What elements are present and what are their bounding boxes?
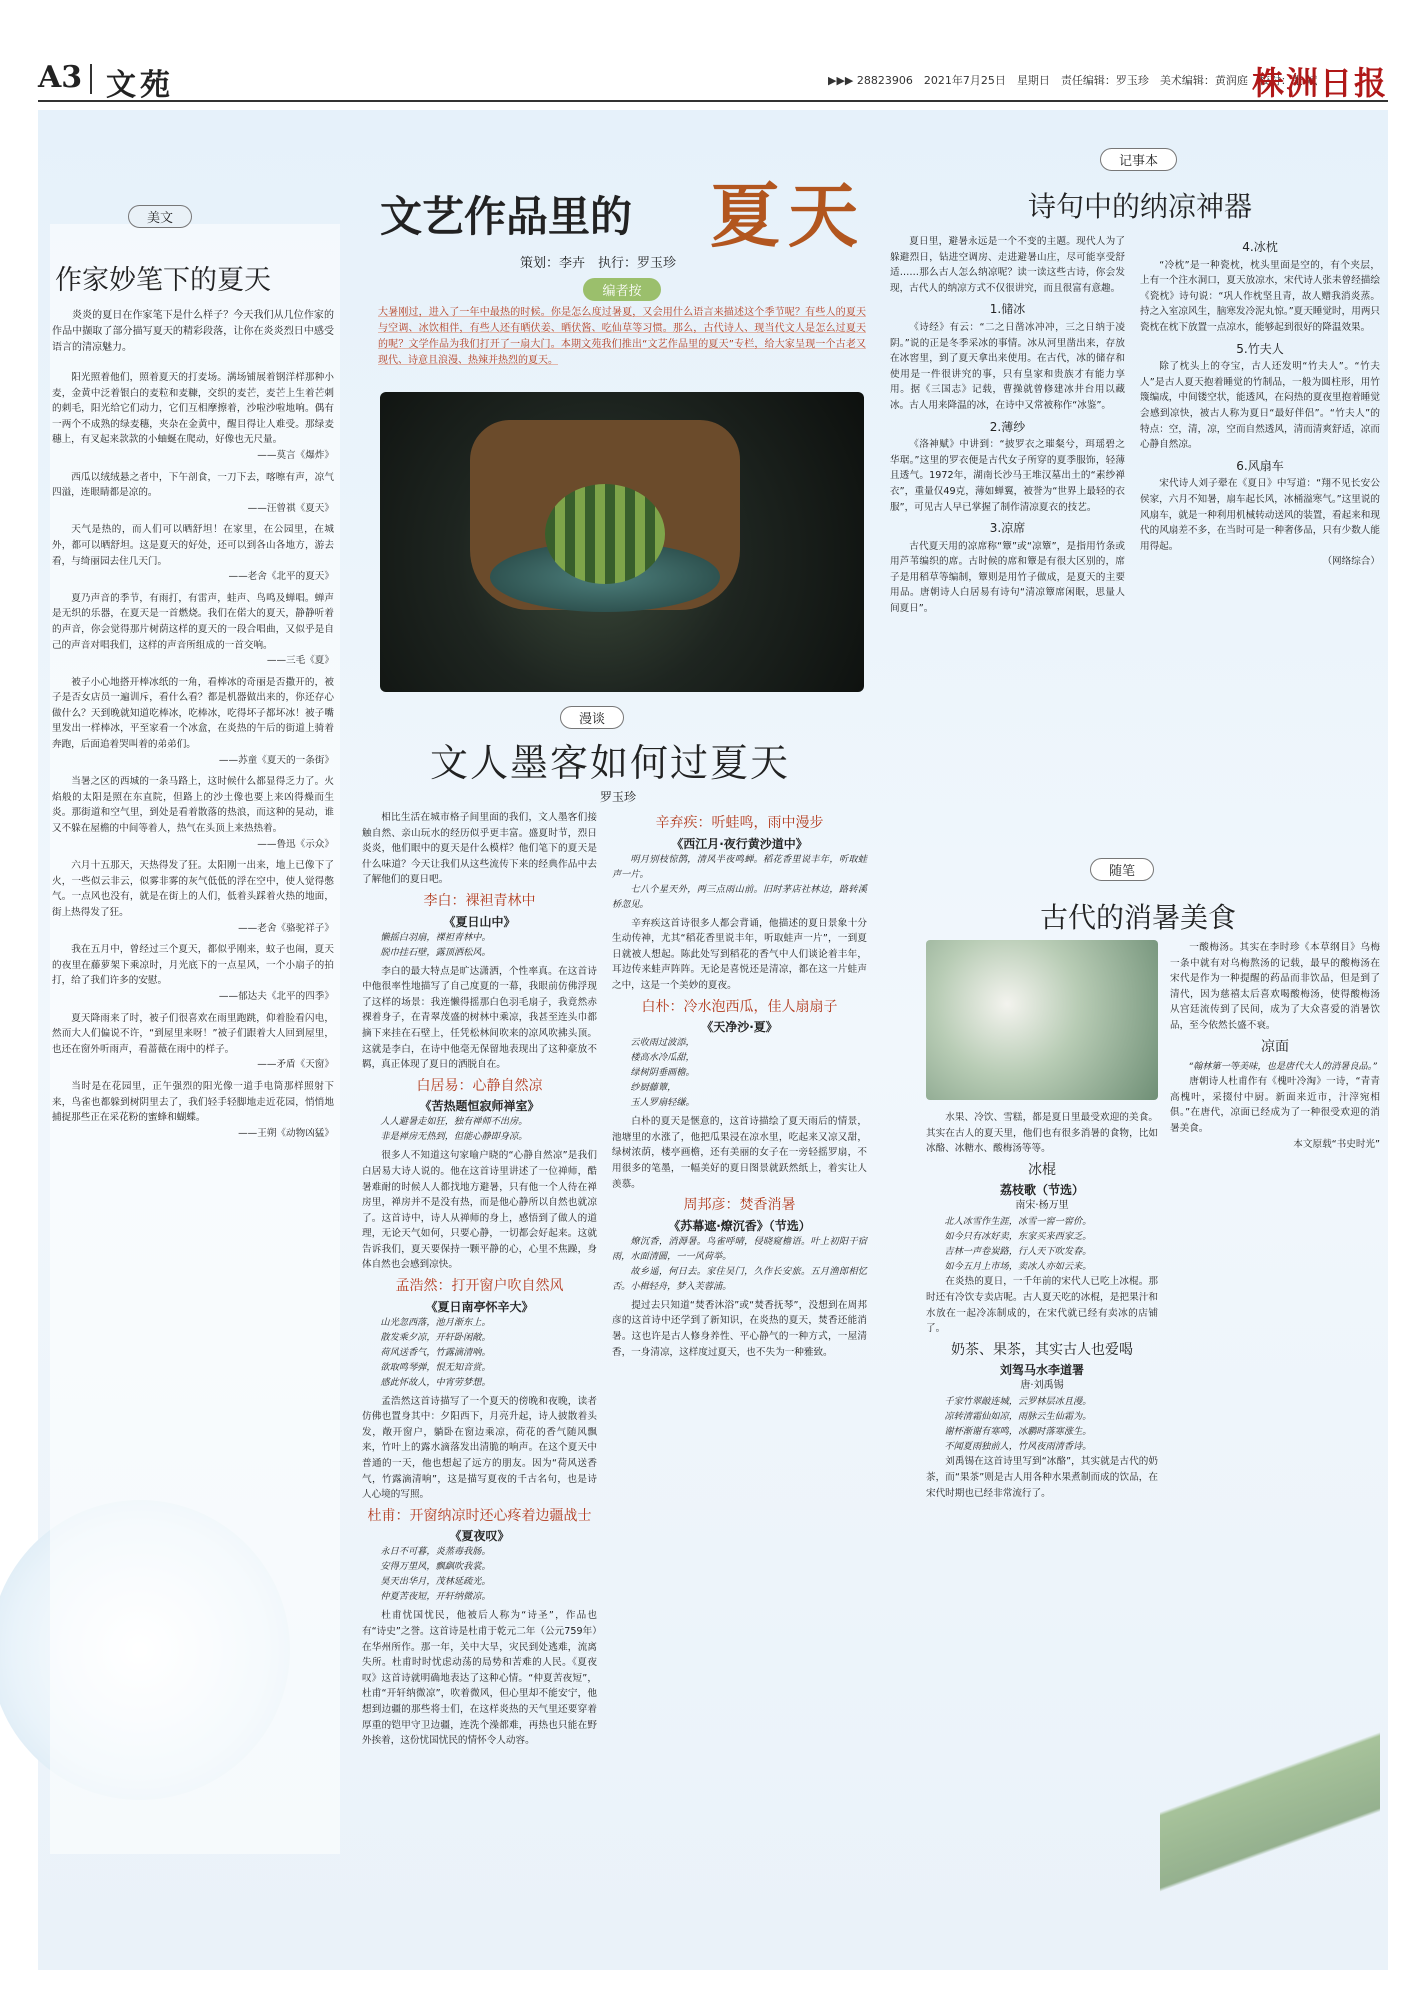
poem-line: 非是禅房无热到，但能心静即身凉。 bbox=[380, 1131, 528, 1143]
poem-line: 山光忽西落，池月渐东上。 bbox=[380, 1316, 491, 1328]
poem-line: 千家竹翠敲连城，云罗林层冰且漫。 bbox=[944, 1396, 1092, 1408]
poem-block bbox=[612, 836, 867, 852]
poem-block bbox=[612, 1218, 867, 1234]
poem-line: 如今只有冰好卖，东家买来西家乏。 bbox=[944, 1231, 1092, 1243]
excerpt-text: 西瓜以绒绒悬之者中，下午剖食，一刀下去，喀嚓有声，凉气四溢，连眼睛都是凉的。 bbox=[52, 471, 334, 499]
section-heading: 白居易：心静自然凉 bbox=[416, 1077, 543, 1094]
item-body: 除了枕头上的夺宝，古人还发明“竹夫人”。“竹夫人”是古人夏天抱着睡觉的竹制品，一般为圆柱形，用竹篾编成，中间镂空状，能透风，在闷热的夏夜里抱着睡觉会感到凉快，被古人称为夏日“最好伴侣”。“竹夫人”的特点：空，清，凉，空而自然透风，清而清爽舒适，凉而心静自然凉。 bbox=[1140, 361, 1380, 451]
editor-note-tag: 编者按 bbox=[583, 278, 660, 301]
poem-author: 南宋·杨万里 bbox=[1015, 1200, 1069, 1212]
poem-title: 刘驾马水李道署 bbox=[999, 1363, 1084, 1378]
editor-note: 大暑刚过，进入了一年中最热的时候。你是怎么度过暑夏，又会用什么语言来描述这个季节呢？有些人的夏天与空调、冰饮相伴，有些人还有晒伏姜、晒伏酱、吃仙草等习惯。那么，古代诗人、现当代文人是怎么过夏天的呢？文学作品为我们打开了一扇大门。本期文苑我们推出“文艺作品里的夏天”专栏，给大家呈现一个古老又现代、诗意且浪漫、热辣并热烈的夏天。 bbox=[378, 307, 866, 366]
poem-line: 安得万里风，飘飖吹我裳。 bbox=[380, 1561, 491, 1573]
left-excerpts bbox=[52, 370, 334, 1141]
poem-line: 绿树阴垂画檐。 bbox=[630, 1067, 695, 1079]
poem-line: 北人冰雪作生涯，冰雪一窖一窖价。 bbox=[944, 1216, 1092, 1228]
excerpt-source: ——鲁迅《示众》 bbox=[257, 838, 334, 850]
poem-line: 感此怀故人，中宵劳梦想。 bbox=[380, 1376, 491, 1388]
section-name: 文苑 bbox=[106, 68, 174, 103]
middle-col-a bbox=[362, 810, 597, 1749]
section-heading: 周邦彦：焚香消暑 bbox=[683, 1197, 796, 1214]
poem-block bbox=[362, 1528, 597, 1544]
essay-col-b bbox=[1170, 940, 1380, 1158]
excerpt-text: 天气是热的，而人们可以晒舒坦！在家里，在公园里，在城外，都可以晒舒坦。这是夏天的好处，还可以到各山各地方，游去看，与绮丽园去住几天门。 bbox=[52, 524, 334, 567]
poem-line: 吉林一声卷炭路，行人天下吹发春。 bbox=[944, 1246, 1092, 1258]
poem-line: 欲取鸣琴弹，恨无知音赏。 bbox=[380, 1361, 491, 1373]
credits: 策划：李卉 执行：罗玉珍 bbox=[520, 256, 677, 271]
masthead bbox=[38, 58, 1388, 102]
essay-top: 一酸梅汤。其实在李时珍《本草纲目》乌梅一条中就有对乌梅熬汤的记载，最早的酸梅汤在宋代是作为一种提醒的药品而非饮品，但是到了清代，因为慈禧太后喜欢喝酸梅汤，使得酸梅汤从宫廷流传到了民间，成为了大众喜爱的消暑饮品，至今依然长盛不衰。 bbox=[1170, 942, 1380, 1031]
essay-section-heading: 冰棍 bbox=[1028, 1161, 1056, 1178]
section-body: 辛弃疾这首诗很多人都会背诵，他描述的夏日景象十分生动传神，尤其“稻花香里说丰年，听取蛙声一片”，一到夏日就被人想起。陈此处写到稻花的香气中人们谈论着丰年，耳边传来蛙声阵阵。无论是喜悦还是清凉，都在这一片蛙声之中，这是一个美妙的夏夜。 bbox=[612, 917, 867, 991]
item-heading: 1.储冰 bbox=[989, 302, 1026, 317]
watermelon-shape bbox=[545, 484, 665, 584]
poem-line: 楼高水冷瓜甜， bbox=[630, 1052, 695, 1064]
left-intro: 炎炎的夏日在作家笔下是什么样子？今天我们从几位作家的作品中撷取了部分描写夏天的精彩段落，让你在炎炎烈日中感受语言的清凉魅力。 bbox=[52, 310, 334, 353]
middle-intro: 相比生活在城市格子间里面的我们，文人墨客们接触自然、亲山玩水的经历似乎更丰富。盛夏时节，烈日炎炎，他们眼中的夏天是什么模样？他们笔下的夏天是什么味道？今天让我们从这些流传下来的经典作品中去了解他们的夏日吧。 bbox=[362, 812, 597, 886]
excerpt-source: ——三毛《夏》 bbox=[266, 655, 334, 667]
section-body: 很多人不知道这句家喻户晓的“心静自然凉”是我们白居易大诗人说的。他在这首诗里讲述了一位禅师，酷暑难耐的时候人人都找地方避暑，只有他一个人待在禅房里，禅房并不是没有热，而是他心静所以自然也就凉了。这首诗中，诗人从禅师的身上，感悟到了做人的道理，无论天气如何，只要心静，一切都会好起来。这就告诉我们，夏天要保持一颗平静的心，心里不焦躁，身体自然也会感到凉快。 bbox=[362, 1150, 597, 1271]
poem-line: 如今五月上市场，卖冰人亦如云来。 bbox=[944, 1261, 1092, 1273]
poem-title: 《苦热题恒寂师禅室》 bbox=[419, 1099, 540, 1114]
item-body: 古代夏天用的凉席称“簟”或“凉簟”，是指用竹条或用芦苇编织的席。古时候的席和簟是有很大区别的，席子是用稻草等编制，簟则是用竹子做成，是夏天的主要用品。唐朝诗人白居易有诗句“清凉簟席闲眠，思量人间夏日”。 bbox=[890, 540, 1125, 615]
main-title bbox=[380, 168, 940, 257]
right-source: （网络综合） bbox=[1322, 556, 1380, 568]
poem-line: 七八个星天外，两三点雨山前。旧时茅店社林边，路转溪桥忽见。 bbox=[612, 883, 867, 910]
poem-title: 《天净沙·夏》 bbox=[701, 1020, 778, 1035]
poem-title: 《夏日南亭怀辛大》 bbox=[425, 1299, 534, 1314]
page-info: ▶▶▶ 28823906 2021年7月25日 星期日 责任编辑：罗玉珍 美术编辑：黄润庭 校对：张 斌 bbox=[828, 74, 1318, 87]
item-heading: 6.风扇车 bbox=[1236, 458, 1284, 473]
poem-block bbox=[362, 1098, 597, 1114]
essay-source: 本文原载“书史时光” bbox=[1293, 1138, 1380, 1150]
item-heading: 2.薄纱 bbox=[989, 419, 1026, 434]
section-heading: 白朴：冷水泡西瓜，佳人扇扇子 bbox=[641, 998, 838, 1015]
palm-tree-illustration bbox=[1160, 1660, 1380, 1960]
poem-block bbox=[612, 1019, 867, 1035]
item-body: 宋代诗人刘子翚在《夏日》中写道：“翔不见长安公侯家，六月不知暑，扇车起长风，冰桶溢寒气。”这里说的风扇车，就是一种利用机械转动送风的装置，看起来和现代的风扇差不多，在当时可是一种奢侈品，只有少数人能用得起。 bbox=[1140, 478, 1381, 552]
excerpt-text: 夏天降雨来了时，被子们很喜欢在雨里跑跳，仰着脸看闪电，然而大人们偏说不许，“到屋里来呀！”被子们跟着大人回到屋里，也还在窗外听雨声，看蔷薇在雨中的样子。 bbox=[52, 1012, 334, 1055]
poem-line: 燎沉香，消溽暑。鸟雀呼晴，侵晓窥檐语。叶上初阳干宿雨，水面清圆，一一风荷举。 bbox=[612, 1235, 867, 1262]
essay-lead: 水果、冷饮、雪糕，都是夏日里最受欢迎的美食。其实在古人的夏天里，他们也有很多消暑的食物，比如冰酪、冰糖水、酸梅汤等等。 bbox=[926, 1112, 1158, 1155]
item-body: “冷枕”是一种瓷枕，枕头里面是空的，有个夹层，上有一个注水洞口，夏天放凉水，宋代诗人张耒曾经描绘《瓷枕》诗句说：“巩人作枕坚且青，故人赠我消炎蒸。持之入室凉风生，脑寒发冷泥丸惊。”夏天睡觉时，用两只瓷枕在枕下放置一点凉水，能够起到很好的降温效果。 bbox=[1140, 259, 1381, 333]
section-body: 杜甫忧国忧民，他被后人称为“诗圣”，作品也有“诗史”之誉。这首诗是杜甫于乾元二年（公元759年）在华州所作。那一年，关中大旱，灾民到处逃难，流离失所。杜甫时时忧虑动荡的局势和苦难的人民。《夏夜叹》这首诗就明确地表达了这种心情。“仲夏苦夜短”，杜甫“开轩纳微凉”，吹着微风，但心里却不能安宁，他想到边疆的那些将士们，在这样炎热的天气里还要穿着厚重的铠甲守卫边疆，连洗个澡都难，再热也只能在野外挨着，这份忧国忧民的情怀令人动容。 bbox=[362, 1610, 597, 1747]
poem-author: 唐·刘禹锡 bbox=[1020, 1380, 1064, 1392]
excerpt-source: ——王朔《动物凶猛》 bbox=[238, 1127, 334, 1139]
item-heading: 3.凉席 bbox=[989, 521, 1026, 536]
excerpt-source: ——矛盾《天窗》 bbox=[257, 1059, 334, 1071]
section-heading: 李白：裸袒青林中 bbox=[423, 892, 536, 909]
essay-body: 在炎热的夏日，一千年前的宋代人已吃上冰棍。那时还有冷饮专卖店呢。古人夏天吃的冰棍，是把果汁和水放在一起冷冻制成的，在宋代就已经有卖冰的店铺了。 bbox=[926, 1276, 1158, 1335]
item-body: 《诗经》有云：“二之日凿冰冲冲，三之日纳于凌阴。”说的正是冬季采冰的事情。冰从河里凿出来，存放在冰窖里，到了夏天拿出来使用。在古代，冰的储存和使用是一件很讲究的事，只有皇家和贵族才有能力享用。据《三国志》记载，曹操就曾修建冰井台用以藏冰。古人用来降温的冰，在诗中又常被称作“冰鉴”。 bbox=[890, 321, 1125, 411]
item-body: 《洛神赋》中讲到：“披罗衣之璀粲兮，珥瑶碧之华琚。”这里的罗衣便是古代女子所穿的夏季服饰，轻薄且透气。1972年，湖南长沙马王堆汉墓出土的“素纱禅衣”，重量仅49克，薄如蝉翼，被誉为“世界上最轻的衣服”，可见古人早已掌握了制作清凉夏衣的技艺。 bbox=[890, 439, 1125, 513]
poem-line: 故乡遥，何日去。家住吴门，久作长安旅。五月渔郎相忆否。小楫轻舟，梦入芙蓉浦。 bbox=[612, 1265, 867, 1292]
essay-section-heading: 凉面 bbox=[1261, 1038, 1289, 1055]
excerpt-text: 我在五月中，曾经过三个夏天，都似乎刚来，蚊子也闹，夏天的夜里在藤萝架下乘凉时，月光底下的一点星风，一个小扇子的拍打，给了我们许多的安慰。 bbox=[52, 944, 334, 987]
poem-line: 荷风送香气，竹露滴清响。 bbox=[380, 1346, 491, 1358]
section-body: 白朴的夏天是惬意的，这首诗描绘了夏天雨后的情景，池塘里的水涨了，他把瓜果浸在凉水里，吃起来又凉又甜，绿树浓荫，楼亭画檐，还有美丽的女子在一旁轻摇罗扇，不用很多的笔墨，一幅美好的夏日图景就跃然纸上，着实让人羡慕。 bbox=[612, 1116, 867, 1190]
poem-line: 明月别枝惊鹊，清风半夜鸣蝉。稻花香里说丰年，听取蛙声一片。 bbox=[612, 853, 867, 880]
section-heading: 杜甫：开窗纳凉时还心疼着边疆战士 bbox=[367, 1507, 592, 1524]
excerpt-source: ——老舍《北平的夏天》 bbox=[228, 571, 334, 583]
right-intro: 夏日里，避暑永远是一个不变的主题。现代人为了躲避烈日，钻进空调房、走进避暑山庄，尽可能享受舒适……那么古人怎么纳凉呢？读一读这些古诗，你会发现，古代人的纳凉方式不仅很讲究，而且很富有意趣。 bbox=[890, 236, 1125, 294]
editor-note-block bbox=[378, 278, 866, 369]
excerpt-text: 夏乃声音的季节，有雨打，有雷声，蛙声、鸟鸣及蝉唱。蝉声是无织的乐器，在夏天是一首燃烧。我们在偌大的夏天，静静听着的声音，你会觉得那片树荫这样的夏天的一段合唱曲，又似乎是自己的声音对唱我们，这样的声音所组成的一首交响。 bbox=[52, 592, 334, 651]
poem-line: 玉人罗扇轻缣。 bbox=[630, 1097, 695, 1109]
poem-block bbox=[362, 914, 597, 930]
poem-line: 纱厨藤簟， bbox=[630, 1082, 677, 1094]
left-text bbox=[52, 308, 334, 1147]
poem-line: 凉转清霜仙如凉，雨脉云生仙霜为。 bbox=[944, 1411, 1092, 1423]
section-body: 孟浩然这首诗描写了一个夏天的傍晚和夜晚，读者仿佛也置身其中：夕阳西下，月亮升起，诗人披散着头发，敞开窗户，躺卧在窗边乘凉，荷花的香气随风飘来，竹叶上的露水滴落发出清脆的响声。在这个夏天中普通的一天，他也想起了远方的朋友。因为“荷风送香气，竹露滴清响”，这是描写夏夜的千古名句，也是诗人心境的写照。 bbox=[362, 1395, 597, 1501]
excerpt-source: ——郁达夫《北平的四季》 bbox=[218, 990, 334, 1002]
watermelon-bucket-photo bbox=[380, 392, 864, 692]
poem-title: 《夏日山中》 bbox=[443, 914, 516, 929]
page-number: A3 bbox=[38, 60, 83, 95]
item-heading: 4.冰枕 bbox=[1242, 240, 1278, 254]
excerpt-source: ——汪曾祺《夏天》 bbox=[247, 502, 334, 514]
essay-section-heading: 奶茶、果茶，其实古人也爱喝 bbox=[951, 1341, 1133, 1358]
excerpt-text: 当时是在花园里，正午强烈的阳光像一道手电筒那样照射下来，鸟雀也都躲到树阴里去了，我们轻手轻脚地走近花园，悄悄地捕捉那些正在采花粉的蜜蜂和蝴蝶。 bbox=[52, 1080, 334, 1124]
poem-line: 谢杯渐谢有寒鸣，冰鹏时落寒涨生。 bbox=[944, 1426, 1092, 1438]
poem-line: 懒摇白羽扇，裸袒青林中。 bbox=[380, 931, 491, 943]
food-photo bbox=[926, 940, 1158, 1100]
main-title-b: 夏天 bbox=[710, 174, 866, 257]
section-heading: 辛弃疾：听蛙鸣，雨中漫步 bbox=[655, 815, 824, 831]
section-body: 提过去只知道“焚香沐浴”或“焚香抚琴”，没想到在周邦彦的这首诗中还学到了新知识，在炎热的夏天，焚香还能消暑。这也许是古人修身养性、平心静气的一种方式，一屋清香，一身清凉，这样度过夏天，也不失为一种雅致。 bbox=[612, 1299, 867, 1358]
excerpt-text: 当暑之区的西城的一条马路上，这时候什么都显得乏力了。火焰般的太阳是照在东直院，但路上的沙土像也要上来凶得燥而生炎。那街道和空气里，到处是看着散落的热浪，而这种的晃动，谁又不躲在屋檐的中间等着人，热气在头顶上来热热着。 bbox=[52, 776, 334, 835]
essay-poem bbox=[926, 1362, 1158, 1394]
middle-title: 文人墨客如何过夏天 bbox=[430, 741, 791, 785]
essay-title: 古代的消暑美食 bbox=[1040, 901, 1237, 934]
right-title: 诗句中的纳凉神器 bbox=[1028, 190, 1253, 223]
essay-body: 刘禹锡在这首诗里写到“冰酪”，其实就是古代的奶茶，而“果茶”则是古人用各种水果煮制而成的饮品，在宋代时期也已经非常流行了。 bbox=[926, 1456, 1158, 1499]
middle-author: 罗玉珍 bbox=[600, 790, 637, 804]
excerpt-text: 阳光照着他们，照着夏天的打麦场。满场铺展着钢洋样那种小麦，金黄中泛着银白的麦粒和麦糠，交织的麦芒，麦芒上生着芒刺的刺毛，阳光给它们动力，它们互相摩擦着，沙啦沙啦地响。偶有一两个不成熟的绿麦穗，夹杂在金黄中，醒目得让人难受。那绿麦穗上，有叉起来款款的小蚰蜒在爬动，好像也无尺量。 bbox=[52, 372, 334, 446]
poem-block bbox=[362, 1299, 597, 1315]
section-heading: 孟浩然：打开窗户吹自然风 bbox=[395, 1278, 564, 1295]
poem-line: 散发乘夕凉，开轩卧闲敞。 bbox=[380, 1331, 491, 1343]
essay-body: 唐朝诗人杜甫作有《槐叶冷淘》一诗，“青青高槐叶，采掇付中厨。新面来近市，汁滓宛相俱。”在唐代，凉面已经成为了一种很受欢迎的消暑美食。 bbox=[1170, 1076, 1380, 1134]
divider bbox=[90, 64, 92, 94]
newspaper-logo: 株洲日报 bbox=[1251, 64, 1388, 102]
excerpt-text: 被子小心地搭开棒冰纸的一角，看棒冰的奇丽是否撒开的，被子是否女店员一遍训斥，看什么看？都是机器做出来的，你还存心做什么？天到晚就知道吃棒冰，吃棒冰，吃得坏子都坏冰！被子嘴里发出一样棒冰，平至家看一个冰盒，在炎热的午后的街道上骑着奔跑，后面追着哭叫着的弟弟们。 bbox=[52, 676, 334, 751]
poem-line: 脱巾挂石壁，露顶洒松风。 bbox=[380, 946, 491, 958]
poem-title: 《苏幕遮·燎沉香》（节选） bbox=[668, 1218, 811, 1233]
poem-title: 《西江月·夜行黄沙道中》 bbox=[671, 836, 808, 851]
poem-line: 人人避暑走如狂，独有禅师不出房。 bbox=[380, 1116, 528, 1128]
poem-line: 仲夏苦夜短，开轩纳微凉。 bbox=[380, 1591, 491, 1603]
left-tag: 美文 bbox=[128, 205, 192, 228]
poem-title: 《夏夜叹》 bbox=[449, 1529, 510, 1544]
poem-line: “翰林第一等美味，也是唐代大人的消暑良品。” bbox=[1188, 1061, 1378, 1073]
right-tag: 记事本 bbox=[1100, 148, 1177, 171]
poem-line: 昊天出华月，茂林延疏光。 bbox=[380, 1576, 491, 1588]
right-col-b bbox=[1140, 234, 1380, 576]
left-title: 作家妙笔下的夏天 bbox=[55, 265, 271, 296]
essay-poem bbox=[926, 1182, 1158, 1214]
poem-line: 永日不可暮，炎蒸毒我肠。 bbox=[380, 1546, 491, 1558]
item-heading: 5.竹夫人 bbox=[1236, 341, 1284, 356]
excerpt-text: 六月十五那天，天热得发了狂。太阳刚一出来，地上已像下了火，一些似云非云，似雾非雾的灰气低低的浮在空中，使人觉得憋气。一点风也没有，就是在街上的人们，低着头踩着火热的地面，街上热得发了狂。 bbox=[52, 860, 334, 918]
poem-line: 云收雨过波添， bbox=[630, 1037, 695, 1049]
excerpt-source: ——莫言《爆炸》 bbox=[257, 449, 334, 461]
middle-col-b bbox=[612, 810, 867, 1360]
poem-title: 荔枝歌（节选） bbox=[999, 1183, 1084, 1198]
excerpt-source: ——老舍《骆驼祥子》 bbox=[238, 922, 334, 934]
main-title-a: 文艺作品里的 bbox=[380, 192, 633, 241]
poem-line: 不闻夏雨独前人，竹风夜雨清香诗。 bbox=[944, 1441, 1092, 1453]
essay-tag: 随笔 bbox=[1090, 858, 1154, 881]
essay-col-a bbox=[926, 1110, 1158, 1501]
section-body: 李白的最大特点是旷达潇洒，个性率真。在这首诗中他很率性地描写了自己度夏的一幕，我眼前仿佛浮现了这样的场景：我连懒得摇那白色羽毛扇子，我竟然赤裸着身子，在青翠茂盛的树林中乘凉，我甚至连头巾都摘下来挂在石壁上，任凭松林间吹来的凉风吹拂头顶。这就是李白，在诗中他毫无保留地表现出了这种豪放不羁，真正体现了夏日的洒脱自在。 bbox=[362, 965, 597, 1071]
right-col-a bbox=[890, 234, 1125, 617]
middle-tag: 漫谈 bbox=[560, 706, 624, 729]
excerpt-source: ——苏童《夏天的一条街》 bbox=[218, 754, 334, 766]
